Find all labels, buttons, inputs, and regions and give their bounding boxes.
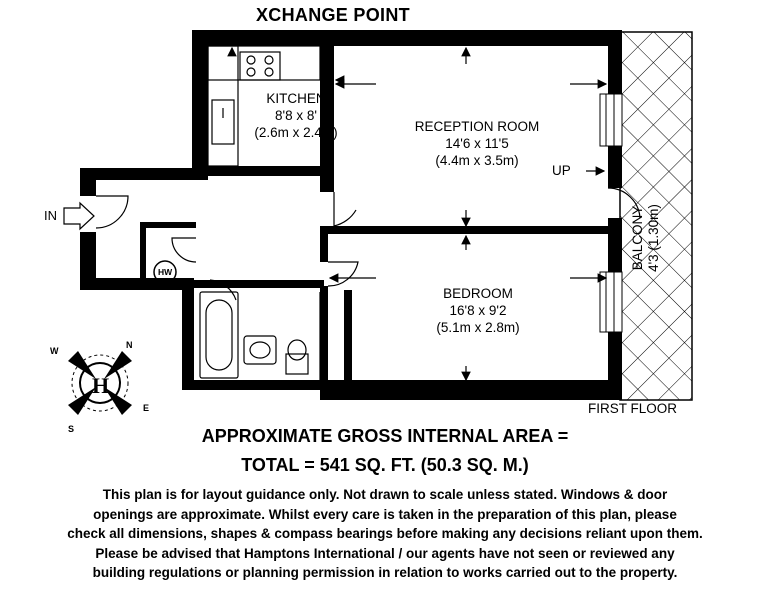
- disclaimer-line: This plan is for layout guidance only. Not drawn to scale unless stated. Windows & door: [102, 487, 668, 502]
- compass-letter: H: [92, 373, 110, 398]
- compass-west: W: [50, 346, 59, 356]
- disclaimer-line: building regulations or planning permission in relation to works carried out to the property.: [92, 565, 678, 580]
- reception-name: RECEPTION ROOM: [414, 119, 540, 134]
- bedroom-imperial: 16'8 x 9'2: [449, 303, 507, 318]
- windows: [600, 94, 622, 332]
- internal-walls: [140, 46, 612, 386]
- area-total: TOTAL = 541 SQ. FT. (50.3 SQ. M.): [241, 455, 529, 475]
- disclaimer: [0, 485, 770, 583]
- balcony-label: [630, 204, 662, 272]
- balcony-name: BALCONY: [630, 205, 645, 271]
- reception-label: [415, 118, 540, 169]
- entrance-label: IN: [44, 208, 57, 223]
- bedroom-metric: (5.1m x 2.8m): [436, 320, 520, 335]
- bathroom-fittings: [200, 292, 320, 380]
- disclaimer-line: Please be advised that Hamptons International / our agents have not seen or reviewed any: [95, 545, 675, 561]
- kitchen-label: [254, 90, 337, 141]
- kitchen-metric: (2.6m x 2.4m): [254, 125, 338, 140]
- compass-east: E: [143, 403, 150, 413]
- compass-north: N: [126, 340, 133, 350]
- disclaimer-line: check all dimensions, shapes & compass bearings before making any decisions reliant upon them.: [67, 526, 703, 541]
- reception-imperial: 14'6 x 11'5: [445, 136, 509, 151]
- property-title: XCHANGE POINT: [256, 5, 410, 25]
- kitchen-imperial: 8'8 x 8': [275, 108, 317, 123]
- kitchen-name: KITCHEN: [266, 91, 326, 106]
- bedroom-name: BEDROOM: [443, 286, 513, 301]
- balcony-dimensions: 4'3 (1.30m): [646, 204, 661, 272]
- area-heading: APPROXIMATE GROSS INTERNAL AREA =: [201, 426, 569, 446]
- hot-water-label: HW: [158, 267, 173, 277]
- entrance-arrow: [64, 203, 94, 229]
- compass-south: S: [68, 424, 75, 434]
- up-label: UP: [552, 163, 571, 178]
- reception-metric: (4.4m x 3.5m): [435, 153, 519, 168]
- disclaimer-line: openings are approximate. Whilst every care is taken in the preparation of this plan, please: [93, 506, 677, 522]
- bedroom-label: [436, 285, 519, 336]
- floor-label: FIRST FLOOR: [588, 401, 678, 416]
